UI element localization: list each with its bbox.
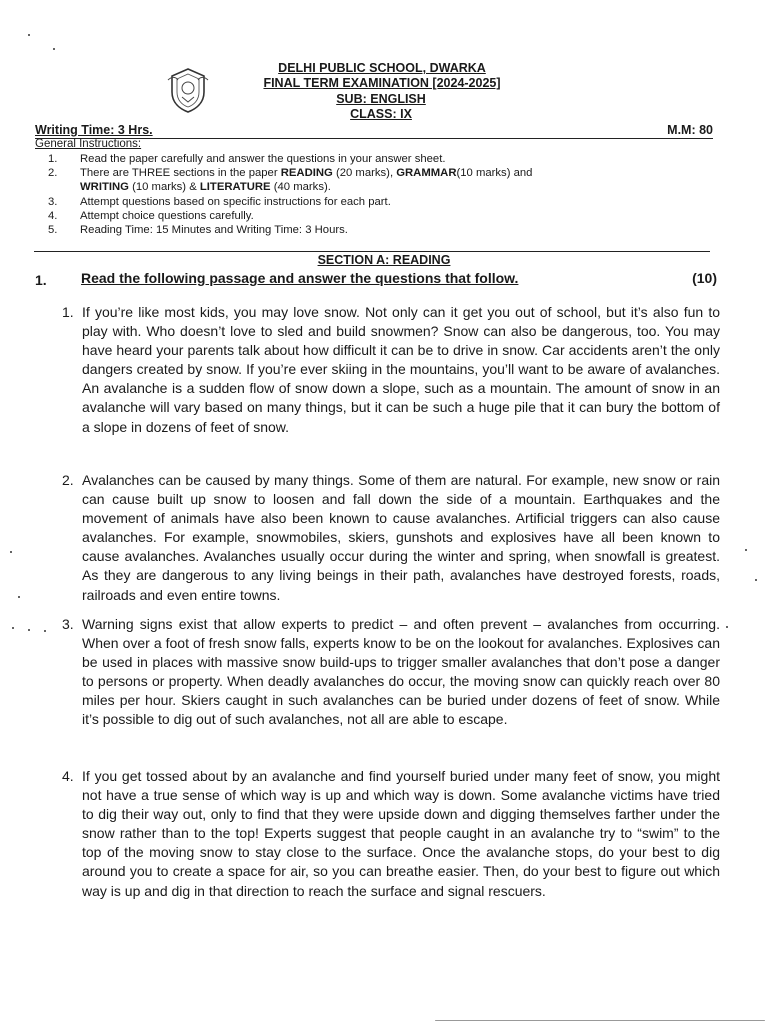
class-title: CLASS: IX [350, 107, 412, 121]
paragraph-number: 1. [62, 304, 74, 320]
paragraph-number: 3. [62, 616, 74, 632]
scan-speck [18, 596, 20, 598]
scan-speck [28, 34, 30, 36]
divider [34, 251, 710, 252]
max-marks: M.M: 80 [667, 123, 713, 137]
exam-title: FINAL TERM EXAMINATION [2024-2025] [263, 76, 501, 90]
scan-edge [435, 1020, 765, 1021]
school-name: DELHI PUBLIC SCHOOL, DWARKA [278, 61, 486, 75]
passage-paragraph [62, 303, 720, 437]
scan-speck [726, 626, 728, 628]
passage-paragraph [62, 615, 720, 730]
question-number: 1. [35, 272, 47, 288]
scan-speck [53, 48, 55, 50]
question-marks: (10) [692, 270, 717, 286]
passage-paragraph [62, 471, 720, 605]
instruction-item: 1. Read the paper carefully and answer the questions in your answer sheet. [48, 153, 446, 165]
scan-speck [28, 629, 30, 631]
writing-time: Writing Time: 3 Hrs. [35, 123, 153, 137]
instruction-item: 3. Attempt questions based on specific instructions for each part. [48, 195, 391, 208]
question-heading [35, 270, 717, 288]
section-title: SECTION A: READING [317, 253, 451, 267]
scan-speck [745, 549, 747, 551]
time-marks-row [35, 123, 713, 139]
instruction-item-continued: WRITING (10 marks) & LITERATURE (40 marks). [80, 181, 331, 194]
question-text: Read the following passage and answer the questions that follow. [81, 270, 519, 286]
paragraph-text: Warning signs exist that allow experts to predict – and often prevent – avalanches from occurring. When over a foot of fresh snow falls, experts know to be on the lookout for avalanches. Explosives can be used in places with massive snow build-ups to trigger smaller avalanches that don’t pose a danger to persons or property. When deadly avalanches do occur, the moving snow can quickly reach over 80 miles per hour. Skiers caught in such avalanches can be buried under dozens of feet of snow. While it’s possible to dig out of such avalanches, not all are able to escape. [82, 616, 720, 728]
scan-speck [44, 630, 46, 632]
instruction-item: 5. Reading Time: 15 Minutes and Writing Time: 3 Hours. [48, 224, 348, 237]
paragraph-text: Avalanches can be caused by many things. Some of them are natural. For example, new snow or rain can cause built up snow to loosen and fall down the side of a mountain. Earthquakes and the movement of animals have also been known to cause avalanches. Artificial triggers can also cause avalanches. For example, snowmobiles, skiers, gunshots and explosives have all been known to cause avalanches. Avalanches usually occur during the winter and spring, when snowfall is greatest. As they are dangerous to any living beings in their path, avalanches have destroyed forests, roads, railroads and even entire towns. [82, 472, 720, 603]
paragraph-number: 4. [62, 768, 74, 784]
instructions-title: General Instructions: [35, 138, 142, 150]
scan-speck [12, 627, 14, 629]
scan-speck [10, 551, 12, 553]
paragraph-number: 2. [62, 472, 74, 488]
subject-title: SUB: ENGLISH [336, 92, 426, 106]
passage-paragraph [62, 767, 720, 901]
paragraph-text: If you’re like most kids, you may love snow. Not only can it get you out of school, but it’s also fun to play with. Who doesn’t love to sled and build snowmen? Snow can also be dangerous, too. You may have heard your parents talk about how difficult it can be to drive in snow. Car accidents aren’t the only dangers created by snow. If you’re ever skiing in the mountains, you’ll want to be aware of avalanches. An avalanche is a sudden flow of snow down a slope, such as a mountain. The amount of snow in an avalanche will vary based on many things, but it can be such a huge pile that it can bury the bottom of a slope in dozens of feet of snow. [82, 304, 720, 435]
instruction-item: 4. Attempt choice questions carefully. [48, 209, 254, 222]
paragraph-text: If you get tossed about by an avalanche and find yourself buried under many feet of snow, you might not have a true sense of which way is up and which way is down. Some avalanche victims have tried to dig their way out, only to find that they were upside down and digging themselves farther under the snow rather than to the top! Experts suggest that people caught in an avalanche try to “swim” to the top of the moving snow to stay close to the surface. Once the avalanche stops, do your best to dig around you to create a space for air, so you can breathe easier. Then, do your best to figure out which way is up and dig in that direction to reach the surface and signal rescuers. [82, 768, 720, 899]
instruction-item: 2. There are THREE sections in the paper READING (20 marks), GRAMMAR(10 marks) and [48, 167, 533, 180]
instructions-list [48, 152, 688, 237]
scan-speck [755, 579, 757, 581]
